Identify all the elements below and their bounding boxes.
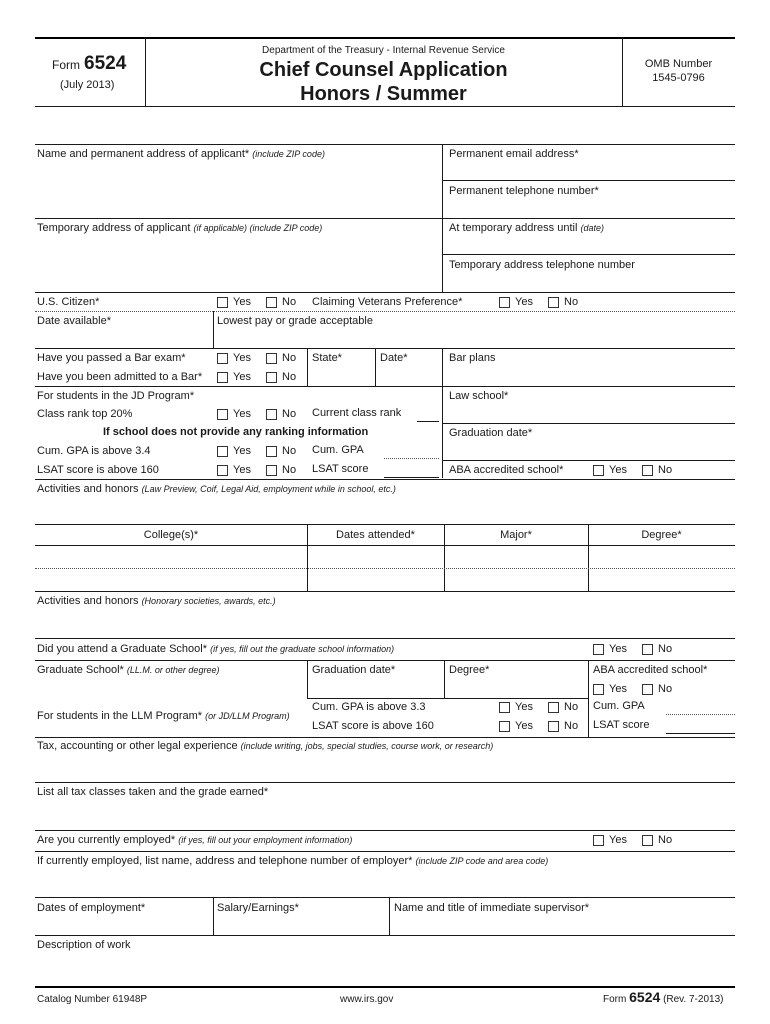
jd-gpa-no-checkbox[interactable]: [266, 446, 277, 457]
rule-citizen-top: [35, 292, 735, 293]
class-rank-yes-checkbox[interactable]: [217, 409, 228, 420]
bar-date-field[interactable]: Date*: [380, 352, 408, 364]
grad-aba-label: ABA accredited school*: [593, 664, 708, 676]
college-header-rule: [35, 545, 735, 546]
rule-llm-top: [307, 698, 588, 699]
form-title: Chief Counsel Application: [259, 59, 508, 81]
vet-yes-checkbox[interactable]: [499, 297, 510, 308]
temp-until-field[interactable]: [449, 222, 604, 235]
footer-form-number: 6524: [629, 989, 661, 1005]
llm-gpa-yes-label: Yes: [515, 701, 533, 713]
employed-label: [37, 834, 352, 847]
rule-contact-top: [35, 144, 735, 145]
rule-employment-dates: [35, 897, 735, 898]
salary-field[interactable]: Salary/Earnings*: [217, 902, 299, 914]
class-rank-no-label: No: [282, 408, 297, 420]
jd-aba-yes-checkbox[interactable]: [593, 465, 604, 476]
bar-passed-no-label: No: [282, 352, 297, 364]
jd-activities-note: (Law Preview, Coif, Legal Aid, employment while in school, etc.): [141, 484, 396, 494]
grad-attend-no-checkbox[interactable]: [642, 644, 653, 655]
bar-admitted-yes-label: Yes: [233, 371, 251, 383]
major-header: Major*: [500, 529, 532, 541]
grad-attend-yes-label: Yes: [609, 643, 627, 655]
temp-address-field[interactable]: [37, 222, 322, 235]
divider-salary: [213, 897, 214, 935]
temp-address-label: Temporary address of applicant: [37, 222, 191, 234]
footer-rule: [35, 986, 735, 988]
form-number: 6524: [84, 53, 127, 74]
jd-gpa-yes-checkbox[interactable]: [217, 446, 228, 457]
email-field[interactable]: Permanent email address*: [449, 148, 579, 160]
form-date: (July 2013): [60, 79, 115, 91]
grad-attend-yes-checkbox[interactable]: [593, 644, 604, 655]
jd-lsat-score-label: LSAT score: [312, 463, 369, 475]
bar-admitted-no-checkbox[interactable]: [266, 372, 277, 383]
llm-lsat-score-input[interactable]: [666, 733, 735, 734]
rule-college-top: [35, 524, 735, 525]
grad-aba-no-label: No: [658, 683, 673, 695]
rule-grad-school: [35, 660, 735, 661]
degree-header: Degree*: [641, 529, 682, 541]
class-rank-no-checkbox[interactable]: [266, 409, 277, 420]
college-header: College(s)*: [143, 529, 199, 541]
temp-until-label: At temporary address until: [449, 222, 578, 234]
form-word: Form: [52, 58, 80, 72]
llm-gpa-label: Cum. GPA is above 3.3: [312, 701, 426, 713]
temp-until-note: (date): [580, 223, 604, 233]
grad-divider-degree: [444, 660, 445, 698]
employed-text: Are you currently employed*: [37, 834, 176, 846]
college-activities-field[interactable]: [37, 595, 276, 608]
vet-preference-label: Claiming Veterans Preference*: [312, 296, 463, 308]
us-citizen-label: U.S. Citizen*: [37, 296, 100, 308]
us-citizen-no-checkbox[interactable]: [266, 297, 277, 308]
employed-no-checkbox[interactable]: [642, 835, 653, 846]
jd-lsat-yes-checkbox[interactable]: [217, 465, 228, 476]
bar-plans-field[interactable]: Bar plans: [449, 352, 496, 364]
temp-phone-field[interactable]: Temporary address telephone number: [449, 259, 635, 271]
employed-no-label: No: [658, 834, 673, 846]
bar-passed-label: Have you passed a Bar exam*: [37, 352, 186, 364]
class-rank-yes-label: Yes: [233, 408, 251, 420]
dates-attended-header: Dates attended*: [336, 529, 415, 541]
temp-address-note: (if applicable) (include ZIP code): [193, 223, 323, 233]
college-row-1[interactable]: [35, 568, 735, 569]
jd-gpa-no-label: No: [282, 445, 297, 457]
us-citizen-no-label: No: [282, 296, 297, 308]
rule-temp-top: [35, 218, 735, 219]
class-rank-label: Class rank top 20%: [37, 408, 133, 420]
grad-school-field[interactable]: [37, 664, 219, 677]
current-rank-input[interactable]: [417, 421, 439, 422]
bar-admitted-no-label: No: [282, 371, 297, 383]
no-ranking-note: If school does not provide any ranking information: [103, 426, 369, 438]
llm-lsat-score-label: LSAT score: [593, 719, 650, 731]
llm-gpa-no-checkbox[interactable]: [548, 702, 559, 713]
employer-label: If currently employed, list name, address and telephone number of employer*: [37, 855, 413, 867]
us-citizen-yes-checkbox[interactable]: [217, 297, 228, 308]
tax-experience-label: Tax, accounting or other legal experience: [37, 740, 238, 752]
jd-aba-no-label: No: [658, 464, 673, 476]
jd-activities-field[interactable]: [37, 483, 396, 496]
vet-yes-label: Yes: [515, 296, 533, 308]
college-row-2[interactable]: [35, 591, 735, 592]
jd-lsat-no-checkbox[interactable]: [266, 465, 277, 476]
jd-lsat-no-label: No: [282, 464, 297, 476]
jd-lsat-label: LSAT score is above 160: [37, 464, 159, 476]
work-description-field[interactable]: Description of work: [37, 939, 131, 951]
bar-passed-yes-checkbox[interactable]: [217, 353, 228, 364]
divider-supervisor: [389, 897, 390, 935]
employment-dates-field[interactable]: Dates of employment*: [37, 902, 146, 914]
current-rank-label: Current class rank: [312, 407, 402, 419]
rule-law-school: [442, 423, 735, 424]
rule-grad-top: [35, 638, 735, 639]
llm-gpa-no-label: No: [564, 701, 579, 713]
college-activities-label: Activities and honors: [37, 595, 139, 607]
bar-passed-yes-label: Yes: [233, 352, 251, 364]
employed-yes-checkbox[interactable]: [593, 835, 604, 846]
grad-attend-note: (if yes, fill out the graduate school information): [210, 644, 395, 654]
bar-state-field[interactable]: State*: [312, 352, 342, 364]
tax-experience-note: (include writing, jobs, special studies, course work, or research): [240, 741, 494, 751]
rule-citizen-mid: [35, 311, 735, 312]
llm-gpa-yes-checkbox[interactable]: [499, 702, 510, 713]
rule-jd-top: [35, 386, 735, 387]
jd-lsat-score-input[interactable]: [384, 477, 439, 478]
us-citizen-yes-label: Yes: [233, 296, 251, 308]
grad-attend-label: [37, 643, 394, 656]
divider-bar-state: [307, 348, 308, 386]
llm-lsat-label: LSAT score is above 160: [312, 720, 434, 732]
graduation-date-field[interactable]: Graduation date*: [449, 427, 533, 439]
llm-lsat-no-label: No: [564, 720, 579, 732]
bar-admitted-yes-checkbox[interactable]: [217, 372, 228, 383]
rule-temp-until: [442, 254, 735, 255]
divider-bar-date: [375, 348, 376, 386]
grad-aba-no-checkbox[interactable]: [642, 684, 653, 695]
llm-label: [37, 710, 290, 723]
grad-aba-yes-checkbox[interactable]: [593, 684, 604, 695]
vet-no-label: No: [564, 296, 579, 308]
omb-label: OMB Number: [644, 58, 713, 70]
grad-divider-aba: [588, 660, 589, 737]
form-subtitle: Honors / Summer: [300, 83, 467, 105]
divider-bar-plans: [442, 348, 443, 478]
jd-activities-label: Activities and honors: [37, 483, 139, 495]
rule-employment-top: [35, 830, 735, 831]
rule-employer: [35, 851, 735, 852]
jd-aba-yes-label: Yes: [609, 464, 627, 476]
name-address-label: Name and permanent address of applicant*: [37, 148, 250, 160]
rule-email: [442, 180, 735, 181]
lowest-pay-field[interactable]: Lowest pay or grade acceptable: [217, 315, 373, 327]
jd-cum-gpa-label: Cum. GPA: [312, 444, 364, 456]
footer-form-label: [603, 991, 723, 1006]
llm-text: For students in the LLM Program*: [37, 710, 203, 722]
employed-yes-label: Yes: [609, 834, 627, 846]
jd-gpa-yes-label: Yes: [233, 445, 251, 457]
divider-date-available: [213, 311, 214, 348]
vet-no-checkbox[interactable]: [548, 297, 559, 308]
footer-revision: (Rev. 7-2013): [663, 994, 724, 1005]
jd-aba-no-checkbox[interactable]: [642, 465, 653, 476]
bar-passed-no-checkbox[interactable]: [266, 353, 277, 364]
jd-gpa-label: Cum. GPA is above 3.4: [37, 445, 151, 457]
catalog-number: Catalog Number 61948P: [37, 994, 148, 1005]
rule-bar-top: [35, 348, 735, 349]
llm-cum-gpa-label: Cum. GPA: [593, 700, 645, 712]
llm-cum-gpa-input[interactable]: [666, 714, 735, 715]
name-address-note: (include ZIP code): [252, 149, 325, 159]
law-school-field[interactable]: Law school*: [449, 390, 509, 402]
supervisor-field[interactable]: Name and title of immediate supervisor*: [394, 902, 590, 914]
grad-school-label: Graduate School*: [37, 664, 124, 676]
tax-experience-field[interactable]: [37, 740, 493, 753]
llm-lsat-yes-checkbox[interactable]: [499, 721, 510, 732]
irs-website: www.irs.gov: [340, 994, 394, 1005]
header-bottom-rule: [35, 106, 735, 107]
jd-cum-gpa-input[interactable]: [384, 458, 439, 459]
rule-grad-date: [442, 460, 735, 461]
header-top-rule: [35, 37, 735, 39]
jd-section-label: For students in the JD Program*: [37, 390, 195, 402]
tax-classes-field[interactable]: List all tax classes taken and the grade earned*: [37, 786, 269, 798]
phone-field[interactable]: Permanent telephone number*: [449, 185, 599, 197]
grad-attend-no-label: No: [658, 643, 673, 655]
employer-note: (include ZIP code and area code): [415, 856, 549, 866]
jd-aba-label: ABA accredited school*: [449, 464, 564, 476]
omb-number: 1545-0796: [652, 72, 705, 84]
employer-field[interactable]: [37, 855, 548, 868]
footer-form-word: Form: [603, 994, 627, 1005]
rule-description: [35, 935, 735, 936]
agency-name: Department of the Treasury - Internal Revenue Service: [262, 45, 505, 56]
employed-note: (if yes, fill out your employment information): [178, 835, 353, 845]
llm-lsat-no-checkbox[interactable]: [548, 721, 559, 732]
bar-admitted-label: Have you been admitted to a Bar*: [37, 371, 203, 383]
jd-lsat-yes-label: Yes: [233, 464, 251, 476]
llm-note: (or JD/LLM Program): [205, 711, 290, 721]
rule-experience-top: [35, 737, 735, 738]
grad-attend-text: Did you attend a Graduate School*: [37, 643, 208, 655]
rule-jd-bottom: [35, 479, 735, 480]
date-available-field[interactable]: Date available*: [37, 315, 111, 327]
grad-date-field[interactable]: Graduation date*: [312, 664, 396, 676]
name-address-field[interactable]: [37, 148, 325, 161]
rule-classes-top: [35, 782, 735, 783]
grad-degree-field[interactable]: Degree*: [449, 664, 490, 676]
grad-divider-date: [307, 660, 308, 698]
llm-lsat-yes-label: Yes: [515, 720, 533, 732]
grad-school-note: (LL.M. or other degree): [126, 665, 220, 675]
grad-aba-yes-label: Yes: [609, 683, 627, 695]
college-activities-note: (Honorary societies, awards, etc.): [141, 596, 276, 606]
